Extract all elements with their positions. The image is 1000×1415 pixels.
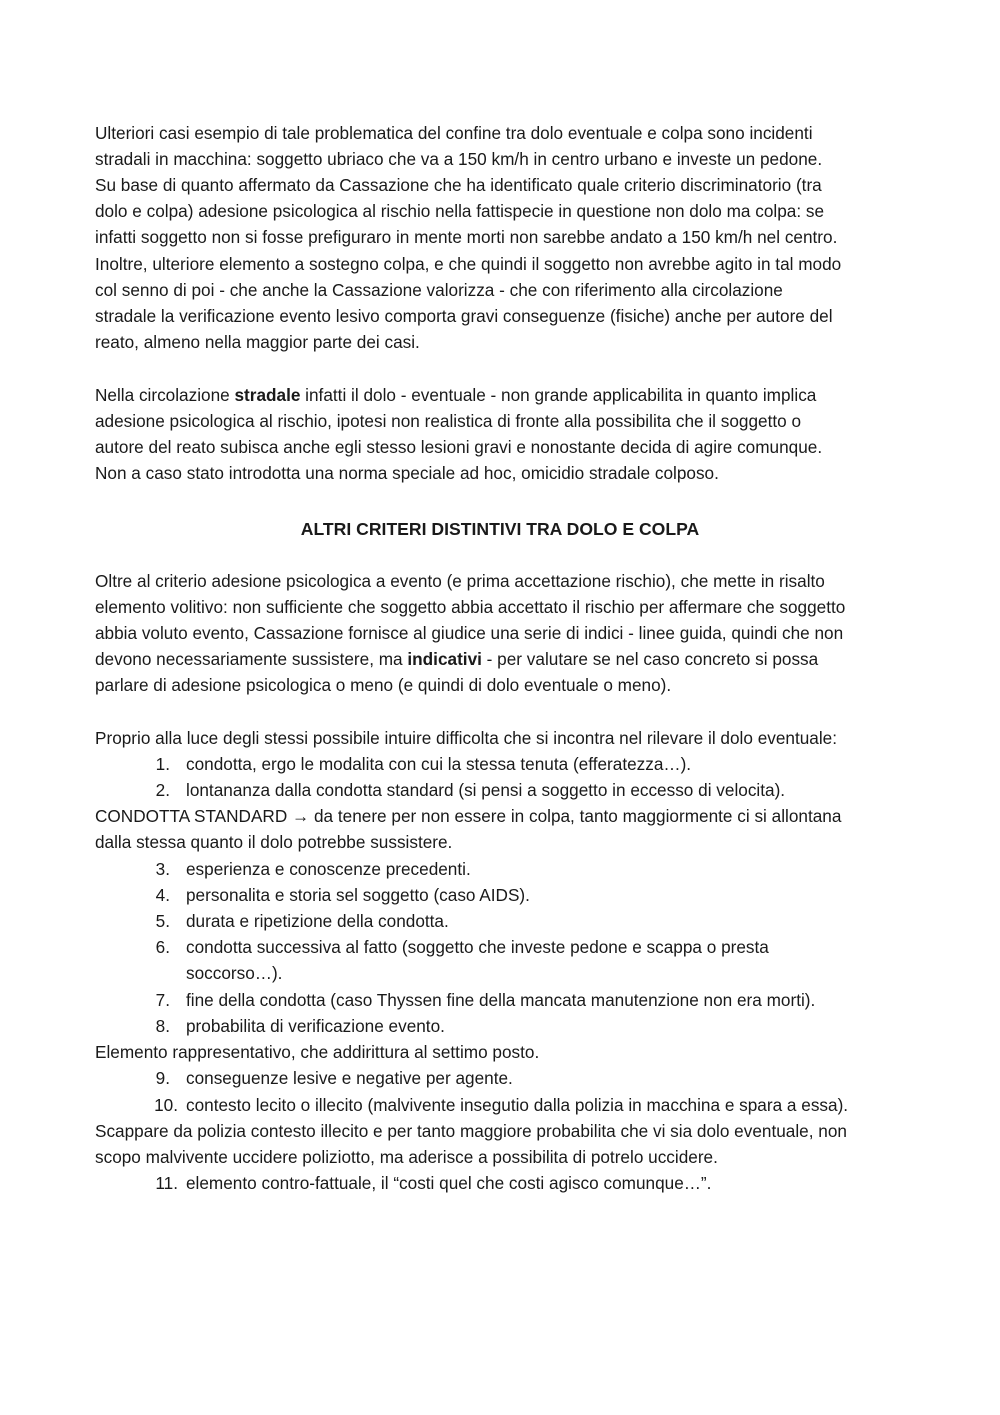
- text-line: adesione psicologica al rischio, ipotesi non realistica di fronte alla possibilita che il soggetto o: [95, 411, 802, 431]
- list-text: lontananza dalla condotta standard (si pensi a soggetto in eccesso di velocita).: [186, 780, 786, 800]
- list-text: elemento contro-fattuale, il “costi quel che costi agisco comunque…”.: [186, 1173, 712, 1193]
- list-number: 3.: [155, 859, 170, 879]
- bold-term: stradale: [234, 385, 301, 405]
- list-number: 6.: [155, 937, 170, 957]
- list-intro: Proprio alla luce degli stessi possibile intuire difficolta che si incontra nel rilevare il dolo eventuale:: [95, 728, 838, 748]
- list-number: 11.: [155, 1173, 178, 1193]
- list-text: condotta, ergo le modalita con cui la stessa tenuta (efferatezza…).: [186, 754, 692, 774]
- note-condotta-standard: dalla stessa quanto il dolo potrebbe sussistere.: [95, 832, 453, 852]
- list-number: 5.: [155, 911, 170, 931]
- bold-term: indicativi: [407, 649, 482, 669]
- text-line: parlare di adesione psicologica o meno (e quindi di dolo eventuale o meno).: [95, 675, 672, 695]
- list-number: 9.: [155, 1068, 170, 1088]
- text-line: reato, almeno nella maggior parte dei casi.: [95, 332, 420, 352]
- list-number: 8.: [155, 1016, 170, 1036]
- text-span: devono necessariamente sussistere, ma: [95, 649, 408, 669]
- list-text-continuation: soccorso…).: [186, 963, 283, 983]
- list-number: 10.: [154, 1095, 178, 1115]
- note-elemento: Elemento rappresentativo, che addirittura al settimo posto.: [95, 1042, 540, 1062]
- list-text: contesto lecito o illecito (malvivente insegutio dalla polizia in macchina e spara a essa).: [186, 1095, 849, 1115]
- text-span: Nella circolazione: [95, 385, 235, 405]
- list-text: fine della condotta (caso Thyssen fine della mancata manutenzione non era morti).: [186, 990, 816, 1010]
- note-scappare: Scappare da polizia contesto illecito e per tanto maggiore probabilita che vi sia dolo eventuale, non: [95, 1121, 847, 1141]
- list-text: condotta successiva al fatto (soggetto che investe pedone e scappa o presta: [186, 937, 769, 957]
- list-number: 7.: [155, 990, 170, 1010]
- text-line: col senno di poi - che anche la Cassazione valorizza - che con riferimento alla circolazione: [95, 280, 783, 300]
- text-line: Inoltre, ulteriore elemento a sostegno colpa, e che quindi il soggetto non avrebbe agito in tal modo: [95, 254, 842, 274]
- list-text: probabilita di verificazione evento.: [186, 1016, 445, 1036]
- text-span: - per valutare se nel caso concreto si possa: [481, 649, 819, 669]
- note-condotta-standard: CONDOTTA STANDARD → da tenere per non essere in colpa, tanto maggiormente ci si allontana: [95, 806, 842, 826]
- text-line: Oltre al criterio adesione psicologica a evento (e prima accettazione rischio), che mette in risalto: [95, 571, 825, 591]
- text-line: stradale la verificazione evento lesivo comporta gravi conseguenze (fisiche) anche per autore del: [95, 306, 833, 326]
- text-line: infatti soggetto non si fosse prefiguraro in mente morti non sarebbe andato a 150 km/h nel centro.: [95, 227, 838, 247]
- text-line: autore del reato subisca anche egli stesso lesioni gravi e nonostante decida di agire comunque.: [95, 437, 823, 457]
- text-line: dolo e colpa) adesione psicologica al rischio nella fattispecie in questione non dolo ma colpa: se: [95, 201, 825, 221]
- list-number: 2.: [155, 780, 170, 800]
- text-span: infatti il dolo - eventuale - non grande applicabilita in quanto implica: [300, 385, 817, 405]
- text-line: Su base di quanto affermato da Cassazione che ha identificato quale criterio discriminatorio (tra: [95, 175, 822, 195]
- note-scappare: scopo malvivente uccidere poliziotto, ma aderisce a possibilita di potrelo uccidere.: [95, 1147, 718, 1167]
- text-line: Ulteriori casi esempio di tale problematica del confine tra dolo eventuale e colpa sono incidenti: [95, 123, 813, 143]
- text-line: [95, 383, 816, 407]
- section-heading: ALTRI CRITERI DISTINTIVI TRA DOLO E COLPA: [300, 519, 700, 539]
- text-line: [95, 647, 818, 671]
- text-line: stradali in macchina: soggetto ubriaco che va a 150 km/h in centro urbano e investe un pedone.: [95, 149, 823, 169]
- list-text: esperienza e conoscenze precedenti.: [186, 859, 471, 879]
- list-text: durata e ripetizione della condotta.: [186, 911, 449, 931]
- text-line: elemento volitivo: non sufficiente che soggetto abbia accettato il rischio per affermare che soggetto: [95, 597, 846, 617]
- list-number: 1.: [155, 754, 170, 774]
- list-number: 4.: [155, 885, 170, 905]
- text-line: abbia voluto evento, Cassazione fornisce al giudice una serie di indici - linee guida, quindi che non: [95, 623, 844, 643]
- list-text: personalita e storia sel soggetto (caso AIDS).: [186, 885, 530, 905]
- list-text: conseguenze lesive e negative per agente.: [186, 1068, 513, 1088]
- text-line: Non a caso stato introdotta una norma speciale ad hoc, omicidio stradale colposo.: [95, 463, 719, 483]
